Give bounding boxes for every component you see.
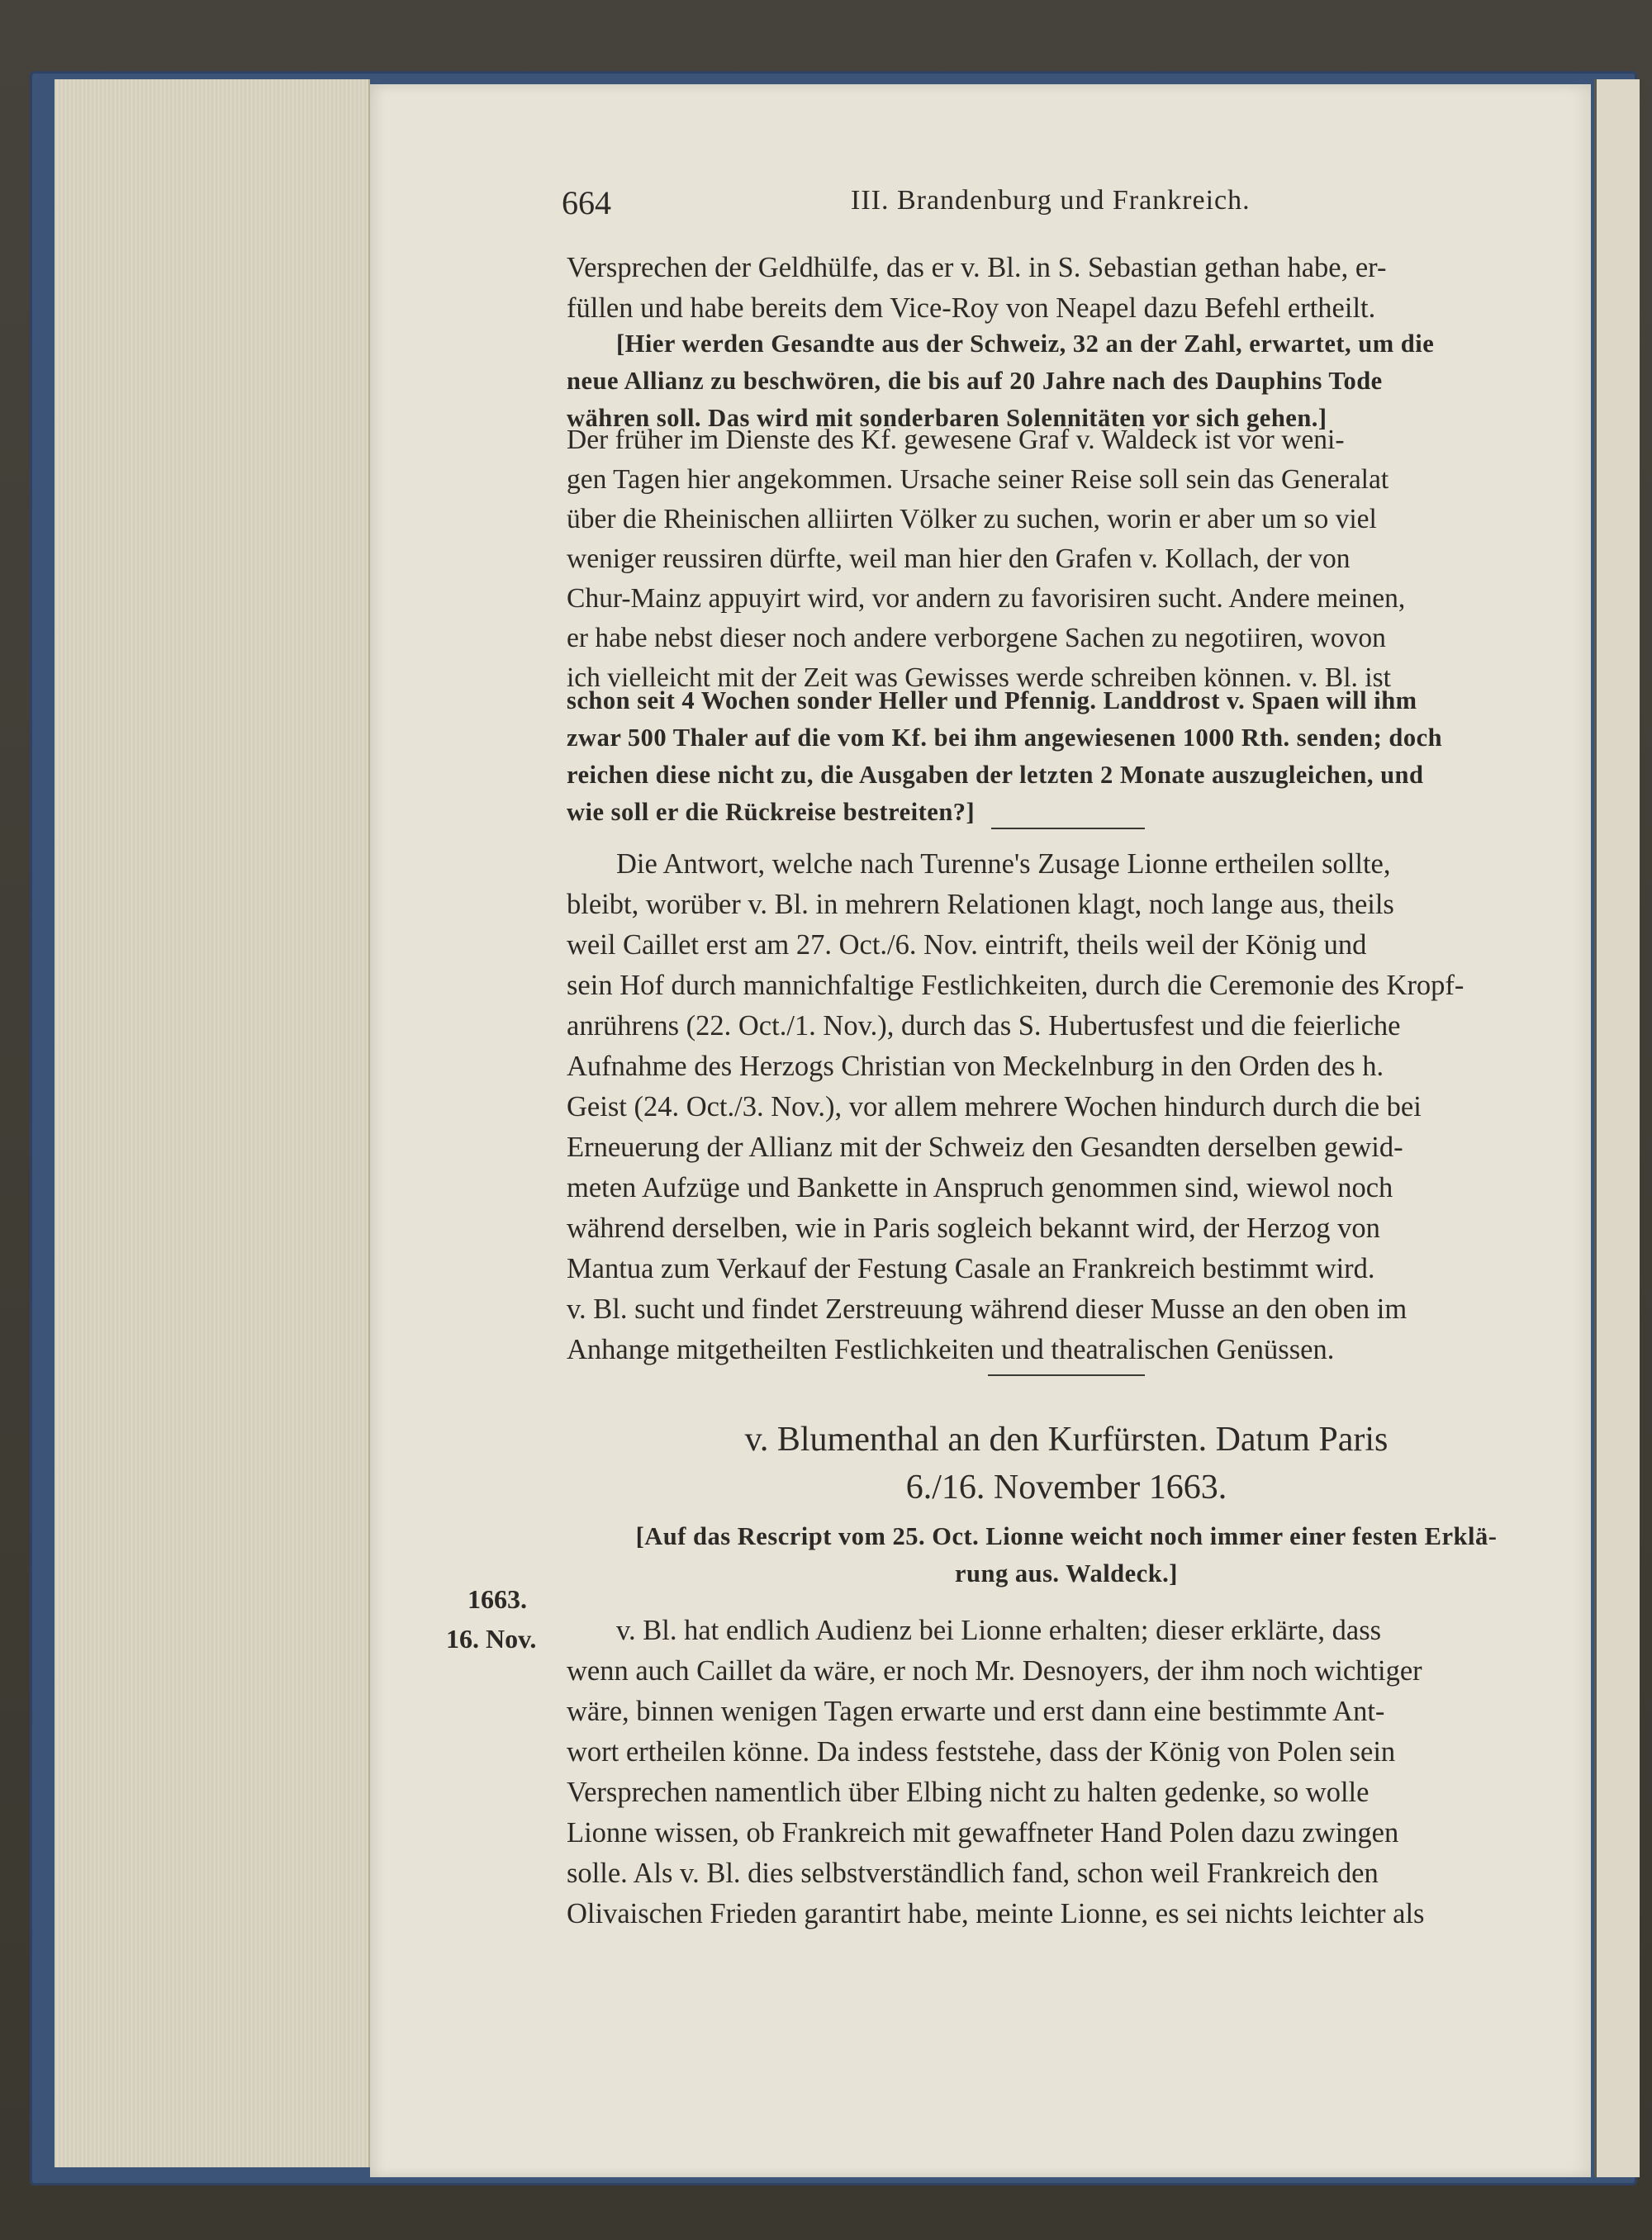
text-line: Die Antwort, welche nach Turenne's Zusage Lionne ertheilen sollte, <box>616 848 1391 880</box>
text-line: wenn auch Caillet da wäre, er noch Mr. Desnoyers, der ihm noch wichtiger <box>567 1655 1422 1687</box>
text-line: v. Bl. sucht und findet Zerstreuung während dieser Musse an den oben im <box>567 1293 1408 1325</box>
text-line: Aufnahme des Herzogs Christian von Meckelnburg in den Orden des h. <box>567 1051 1384 1082</box>
text-line: Der früher im Dienste des Kf. gewesene Graf v. Waldeck ist vor weni- <box>567 425 1345 455</box>
page-header <box>562 183 1578 220</box>
text-line: zwar 500 Thaler auf die vom Kf. bei ihm angewiesenen 1000 Rth. senden; doch <box>567 724 1443 752</box>
text-line: Geist (24. Oct./3. Nov.), vor allem mehrere Wochen hindurch durch die bei <box>567 1091 1422 1122</box>
running-head: III. Brandenburg und Frankreich. <box>851 185 1251 216</box>
text-line: sein Hof durch mannichfaltige Festlichkeiten, durch die Ceremonie des Kropf- <box>567 970 1464 1001</box>
paragraph-2 <box>567 844 1566 1370</box>
text-line: bleibt, worüber v. Bl. in mehrern Relationen klagt, noch lange aus, theils <box>567 889 1394 920</box>
text-line: neue Allianz zu beschwören, die bis auf 20 Jahre nach des Dauphins Tode <box>567 367 1383 395</box>
text-line: Versprechen der Geldhülfe, das er v. Bl. in S. Sebastian gethan habe, er- <box>567 252 1387 283</box>
text-line: [Hier werden Gesandte aus der Schweiz, 32 an der Zahl, erwartet, um die <box>616 330 1435 358</box>
section-rule <box>991 828 1145 829</box>
text-line: er habe nebst dieser noch andere verborgene Sachen zu negotiiren, wovon <box>567 623 1386 653</box>
text-line: während derselben, wie in Paris sogleich bekannt wird, der Herzog von <box>567 1213 1380 1244</box>
page-edges-stack <box>55 79 370 2167</box>
document-title-line-2: 6./16. November 1663. <box>905 1469 1227 1507</box>
excerpt-continued <box>567 420 1566 698</box>
text-line: anrührens (22. Oct./1. Nov.), durch das S. Hubertusfest und die feierliche <box>567 1010 1401 1042</box>
document-title-line-1: v. Blumenthal an den Kurfürsten. Datum Paris <box>744 1421 1389 1459</box>
text-line: ich vielleicht mit der Zeit was Gewisses werde schreiben können. v. Bl. ist <box>567 662 1391 693</box>
marginal-day: 16. Nov. <box>446 1624 537 1654</box>
text-line: wäre, binnen wenigen Tagen erwarte und erst dann eine bestimmte Ant- <box>567 1696 1385 1727</box>
paragraph-3 <box>567 1611 1566 1934</box>
excerpt-end <box>567 682 1566 831</box>
text-line: Lionne wissen, ob Frankreich mit gewaffneter Hand Polen dazu zwingen <box>567 1817 1399 1848</box>
text-line: Mantua zum Verkauf der Festung Casale an Frankreich bestimmt wird. <box>567 1253 1375 1284</box>
document-note <box>567 1518 1566 1592</box>
facing-page-edge <box>1594 79 1640 2177</box>
document-title <box>567 1416 1566 1512</box>
text-line: Olivaischen Frieden garantirt habe, meinte Lionne, es sei nichts leichter als <box>567 1898 1425 1929</box>
text-line: meten Aufzüge und Bankette in Anspruch genommen sind, wiewol noch <box>567 1172 1393 1203</box>
text-line: wort ertheilen könne. Da indess feststehe, dass der König von Polen sein <box>567 1736 1396 1768</box>
document-separator-rule <box>988 1374 1145 1376</box>
text-line: füllen und habe bereits dem Vice-Roy von Neapel dazu Befehl ertheilt. <box>567 292 1376 324</box>
text-line: über die Rheinischen alliirten Völker zu suchen, worin er aber um so viel <box>567 504 1377 534</box>
text-line: währen soll. Das wird mit sonderbaren Solennitäten vor sich gehen.] <box>567 404 1327 432</box>
page-number: 664 <box>562 184 611 221</box>
text-line: Versprechen namentlich über Elbing nicht zu halten gedenke, so wolle <box>567 1777 1370 1808</box>
text-line: weil Caillet erst am 27. Oct./6. Nov. eintrift, theils weil der König und <box>567 929 1367 961</box>
text-line: Anhange mitgetheilten Festlichkeiten und theatralischen Genüssen. <box>567 1334 1335 1365</box>
text-line: v. Bl. hat endlich Audienz bei Lionne erhalten; dieser erklärte, dass <box>616 1615 1382 1646</box>
marginal-year: 1663. <box>468 1584 527 1614</box>
text-line: solle. Als v. Bl. dies selbstverständlich fand, schon weil Frankreich den <box>567 1858 1379 1889</box>
text-line: [Auf das Rescript vom 25. Oct. Lionne weicht noch immer einer festen Erklä- <box>635 1522 1498 1550</box>
text-line: gen Tagen hier angekommen. Ursache seiner Reise soll sein das Generalat <box>567 464 1389 495</box>
text-line: Chur-Mainz appuyirt wird, vor andern zu favorisiren sucht. Andere meinen, <box>567 583 1406 614</box>
paragraph-1 <box>567 248 1566 329</box>
text-line: Erneuerung der Allianz mit der Schweiz den Gesandten derselben gewid- <box>567 1132 1403 1163</box>
text-line: reichen diese nicht zu, die Ausgaben der letzten 2 Monate auszugleichen, und <box>567 761 1424 789</box>
text-line: wie soll er die Rückreise bestreiten?] <box>567 798 976 826</box>
text-line: schon seit 4 Wochen sonder Heller und Pfennig. Landdrost v. Spaen will ihm <box>567 686 1417 714</box>
text-line: weniger reussiren dürfte, weil man hier den Grafen v. Kollach, der von <box>567 543 1351 574</box>
text-line: rung aus. Waldeck.] <box>955 1559 1178 1587</box>
